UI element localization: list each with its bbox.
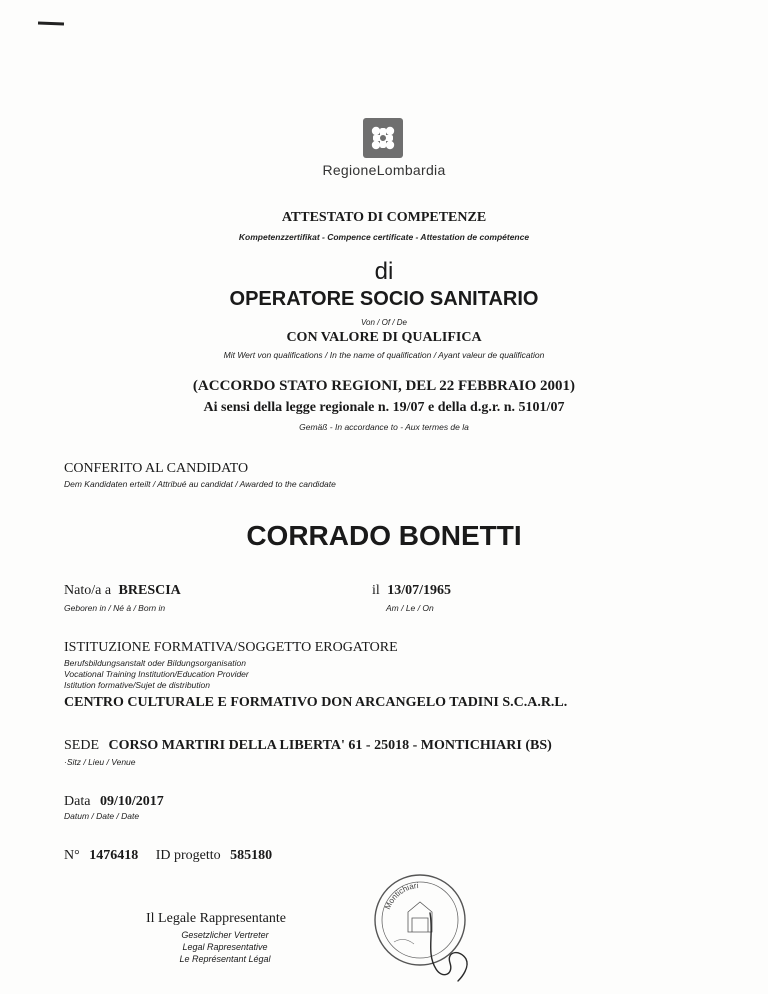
birthdate-value: 13/07/1965: [387, 583, 452, 598]
certificate-title-translations: Kompetenzzertifikat - Compence certificate - Attestation de compétence: [238, 232, 530, 242]
regione-lombardia-logo: [363, 118, 403, 158]
birthdate-translations: Am / Le / On: [386, 603, 434, 613]
venue-row: [64, 738, 552, 754]
birthplace-value: BRESCIA: [118, 583, 181, 598]
svg-text:Montichiari: [383, 881, 419, 911]
legal-representative-en: Legal Rapresentative: [182, 942, 268, 952]
venue-value: CORSO MARTIRI DELLA LIBERTA' 61 - 25018 - MONTICHIARI (BS): [108, 738, 552, 753]
law-reference: Ai sensi della legge regionale n. 19/07 e della d.g.r. n. 5101/07: [203, 400, 565, 415]
certificate-number-row: [64, 848, 272, 864]
issue-date-label: Data: [64, 794, 91, 809]
handwritten-signature: [420, 905, 480, 985]
institution-translation-en: Vocational Training Institution/Education Provider: [64, 669, 249, 679]
venue-translations: ·Sitz / Lieu / Venue: [64, 757, 136, 767]
legal-representative-translations: [170, 929, 280, 965]
legal-representative-label: Il Legale Rappresentante: [146, 911, 286, 926]
institution-name: CENTRO CULTURALE E FORMATIVO DON ARCANGELO TADINI S.C.A.R.L.: [64, 695, 568, 710]
project-value: 585180: [230, 848, 273, 863]
issue-date-row: [64, 794, 164, 810]
legal-representative-de: Gesetzlicher Vertreter: [181, 930, 269, 940]
institution-label: ISTITUZIONE FORMATIVA/SOGGETTO EROGATORE: [64, 640, 398, 655]
profession-title: OPERATORE SOCIO SANITARIO: [229, 288, 539, 310]
law-reference-translations: Gemäß - In accordance to - Aux termes de la: [299, 422, 469, 432]
von-translations: Von / Of / De: [361, 318, 407, 327]
institution-translation-fr: Istitution formative/Sujet de distribution: [64, 680, 210, 690]
candidate-name: CORRADO BONETTI: [246, 520, 522, 551]
awarded-label-translations: Dem Kandidaten erteilt / Attribué au candidat / Awarded to the candidate: [64, 479, 336, 489]
number-value: 1476418: [89, 848, 139, 863]
institution-translation-de: Berufsbildungsanstalt oder Bildungsorganisation: [64, 658, 246, 668]
project-label: ID progetto: [155, 848, 221, 863]
issue-date-translations: Datum / Date / Date: [64, 811, 140, 821]
birthplace-translations: Geboren in / Né à / Born in: [64, 603, 166, 613]
venue-label: SEDE: [64, 738, 99, 753]
birthplace-row: [64, 583, 181, 599]
issue-date-value: 09/10/2017: [99, 794, 164, 809]
scan-mark: [38, 22, 64, 26]
qualification-value-translations: Mit Wert von qualifications / In the name of qualification / Ayant valeur de qualification: [223, 350, 545, 360]
birthdate-row: [372, 583, 451, 599]
birthplace-label: Nato/a a: [64, 583, 112, 598]
agreement-reference: (ACCORDO STATO REGIONI, DEL 22 FEBBRAIO 2001): [192, 378, 576, 394]
number-label: N°: [64, 848, 80, 863]
qualification-value: CON VALORE DI QUALIFICA: [286, 330, 482, 345]
legal-representative-fr: Le Représentant Légal: [179, 954, 271, 964]
di-label: di: [374, 258, 394, 285]
certificate-title: ATTESTATO DI COMPETENZE: [281, 210, 487, 225]
brand-name: RegioneLombardia: [322, 162, 446, 178]
stamp-text: Montichiari: [383, 881, 419, 911]
birthdate-label: il: [372, 583, 380, 598]
institution-translations: [64, 658, 249, 691]
awarded-label: CONFERITO AL CANDIDATO: [64, 461, 249, 476]
